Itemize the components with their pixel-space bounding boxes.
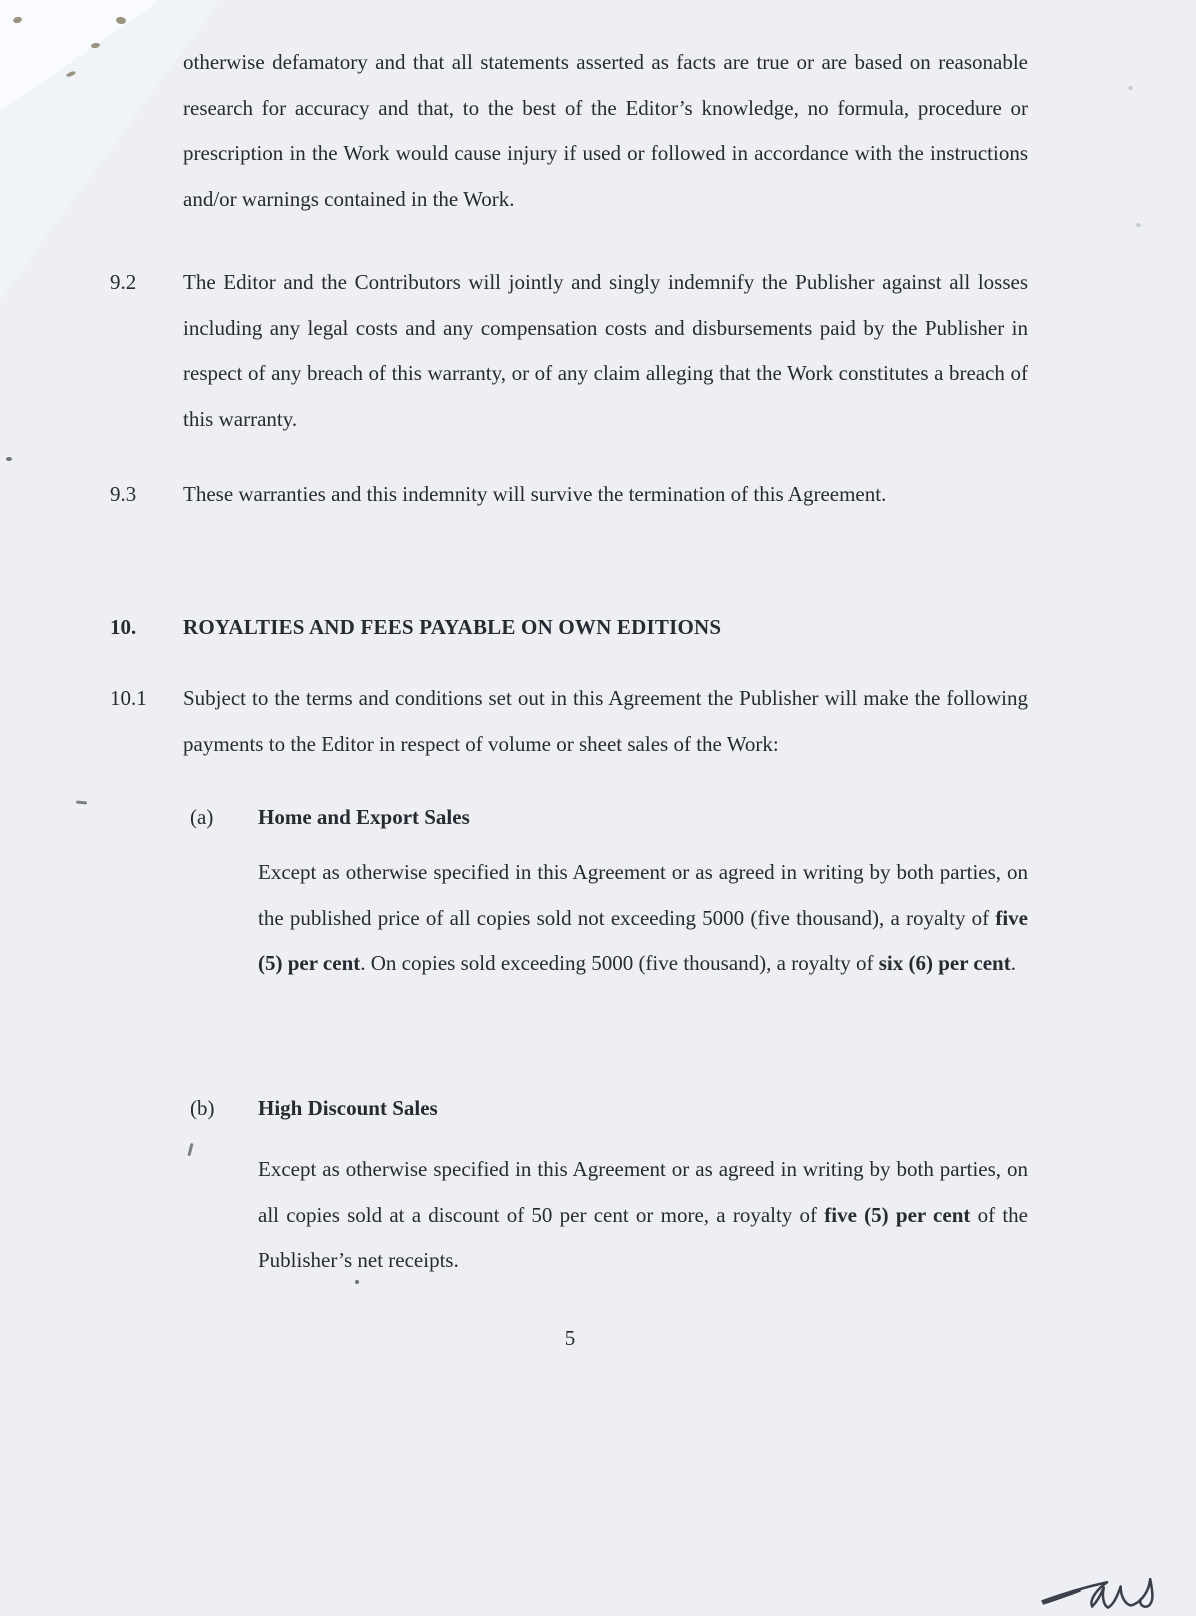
clause-text-9-3: These warranties and this indemnity will survive the termination of this Agreement.: [183, 482, 887, 506]
clause-number-10-1: 10.1: [110, 686, 147, 710]
pen-dash-mark: [76, 800, 87, 804]
subclause-title-b: High Discount Sales: [258, 1096, 438, 1120]
section-heading-10: ROYALTIES AND FEES PAYABLE ON OWN EDITIONS: [183, 615, 722, 639]
subclause-label-a: (a): [190, 805, 214, 829]
subclause-title-a: Home and Export Sales: [258, 805, 470, 829]
clause-text-9-2: The Editor and the Contributors will jointly and singly indemnify the Publisher against all losses including any legal costs and any compensation costs and disbursements paid by the Publisher in respect of any breach of this warranty, or of any claim alleging that the Work constitutes a breach of this warranty.: [183, 270, 1028, 431]
continuation-paragraph: otherwise defamatory and that all statements asserted as facts are true or are based on reasonable research for accuracy and that, to the best of the Editor’s knowledge, no formula, procedure or prescription in the Work would cause injury if used or followed in accordance with the instructions and/or warnings contained in the Work.: [183, 50, 1028, 211]
handwritten-initials-signature: [1038, 1558, 1178, 1616]
scan-speck: [1128, 86, 1133, 90]
clause-text-10-1: Subject to the terms and conditions set out in this Agreement the Publisher will make the following payments to the Editor in respect of volume or sheet sales of the Work:: [183, 686, 1028, 756]
subclause-label-b: (b): [190, 1096, 215, 1120]
clause-number-9-3: 9.3: [110, 482, 137, 506]
clause-number-9-2: 9.2: [110, 270, 137, 294]
page-number: 5: [564, 1326, 576, 1350]
subclause-body-a: Except as otherwise specified in this Agreement or as agreed in writing by both parties, on the published price of all copies sold not exceeding 5000 (five thousand), a royalty of five (5) per cent. On copies sold exceeding 5000 (five thousand), a royalty of six (6) per cent.: [258, 860, 1028, 975]
section-number-10: 10.: [110, 615, 137, 639]
scan-speck: [1136, 223, 1141, 227]
pen-tick-mark: [187, 1143, 193, 1156]
scan-speck: [6, 457, 12, 461]
subclause-body-b: Except as otherwise specified in this Agreement or as agreed in writing by both parties, on all copies sold at a discount of 50 per cent or more, a royalty of five (5) per cent of the Publisher’s net receipts.: [258, 1157, 1028, 1272]
